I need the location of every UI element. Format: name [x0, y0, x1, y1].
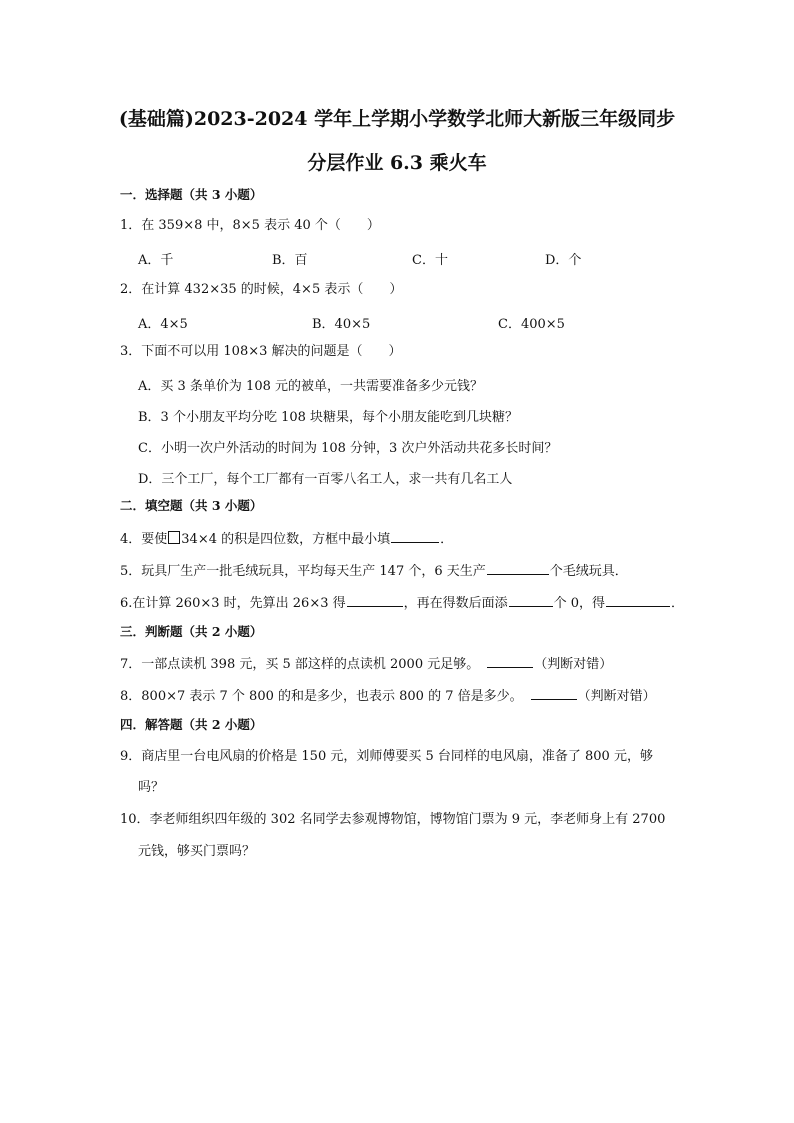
answer-box[interactable]	[168, 531, 180, 544]
q1-option-a: A．千	[138, 253, 174, 268]
section-heading-fill: 二．填空题（共 3 小题）	[120, 498, 263, 513]
q6-text-1: 6.在计算 260×3 时，先算出 26×3 得	[120, 596, 346, 611]
q2-option-b: B．40×5	[312, 317, 371, 332]
q4-text-end: ．	[440, 532, 454, 547]
q4-text-pre: 4．要使	[120, 532, 168, 547]
q3-option-b: B．3 个小朋友平均分吃 108 块糖果，每个小朋友能吃到几块糖？	[138, 410, 519, 425]
q5-text-pre: 5．玩具厂生产一批毛绒玩具，平均每天生产 147 个，6 天生产	[120, 564, 486, 579]
q5-answer-blank[interactable]	[487, 562, 549, 575]
question-9-line-2: 吗？	[138, 780, 165, 795]
doc-title-line-1: (基础篇)2023-2024 学年上学期小学数学北师大新版三年级同步	[118, 108, 676, 130]
question-9-line-1: 9．商店里一台电风扇的价格是 150 元，刘师傅要买 5 台同样的电风扇，准备了 800 元，够	[120, 749, 653, 764]
q7-answer-blank[interactable]	[487, 655, 533, 668]
section-heading-choice: 一．选择题（共 3 小题）	[120, 187, 263, 202]
question-3-stem: 3．下面不可以用 108×3 解决的问题是（ ）	[120, 344, 402, 359]
question-8	[120, 687, 656, 705]
q1-option-b: B．百	[272, 253, 308, 268]
q3-option-a: A．买 3 条单价为 108 元的被单，一共需要准备多少元钱？	[138, 379, 484, 394]
question-1-stem: 1．在 359×8 中，8×5 表示 40 个（ ）	[120, 218, 380, 233]
question-7	[120, 655, 612, 673]
q6-answer-blank-1[interactable]	[347, 594, 403, 607]
q4-text-post: 34×4 的积是四位数，方框中最小填	[181, 532, 391, 547]
q6-text-2: ，再在得数后面添	[403, 596, 508, 611]
q2-option-c: C．400×5	[498, 317, 565, 332]
question-5	[120, 562, 628, 580]
q8-answer-blank[interactable]	[531, 687, 577, 700]
q6-answer-blank-3[interactable]	[606, 594, 670, 607]
q3-option-c: C．小明一次户外活动的时间为 108 分钟，3 次户外活动共花多长时间？	[138, 441, 558, 456]
question-10-line-1: 10．李老师组织四年级的 302 名同学去参观博物馆，博物馆门票为 9 元，李老师身上有 2700	[120, 812, 666, 827]
section-heading-judge: 三．判断题（共 2 小题）	[120, 624, 263, 639]
question-4	[120, 530, 453, 548]
q4-answer-blank[interactable]	[391, 530, 439, 543]
q8-text-pre: 8．800×7 表示 7 个 800 的和是多少，也表示 800 的 7 倍是多少。	[120, 689, 523, 704]
q7-text-post: （判断对错）	[534, 657, 613, 672]
q2-option-a: A．4×5	[138, 317, 188, 332]
question-2-stem: 2．在计算 432×35 的时候，4×5 表示（ ）	[120, 282, 403, 297]
q3-option-d: D．三个工厂，每个工厂都有一百零八名工人，求一共有几名工人	[138, 472, 513, 487]
question-6	[120, 594, 684, 612]
q6-answer-blank-2[interactable]	[509, 594, 553, 607]
section-heading-solve: 四．解答题（共 2 小题）	[120, 717, 263, 732]
q1-option-c: C．十	[412, 253, 448, 268]
q1-option-d: D．个	[545, 253, 582, 268]
q8-text-post: （判断对错）	[577, 689, 656, 704]
q6-text-3: 个 0，得	[553, 596, 606, 611]
question-10-line-2: 元钱，够买门票吗？	[138, 844, 256, 859]
q7-text-pre: 7．一部点读机 398 元，买 5 部这样的点读机 2000 元足够。	[120, 657, 480, 672]
doc-title-line-2: 分层作业 6.3 乘火车	[307, 152, 487, 174]
q5-text-post: 个毛绒玩具．	[549, 564, 628, 579]
q6-text-4: ．	[671, 596, 685, 611]
